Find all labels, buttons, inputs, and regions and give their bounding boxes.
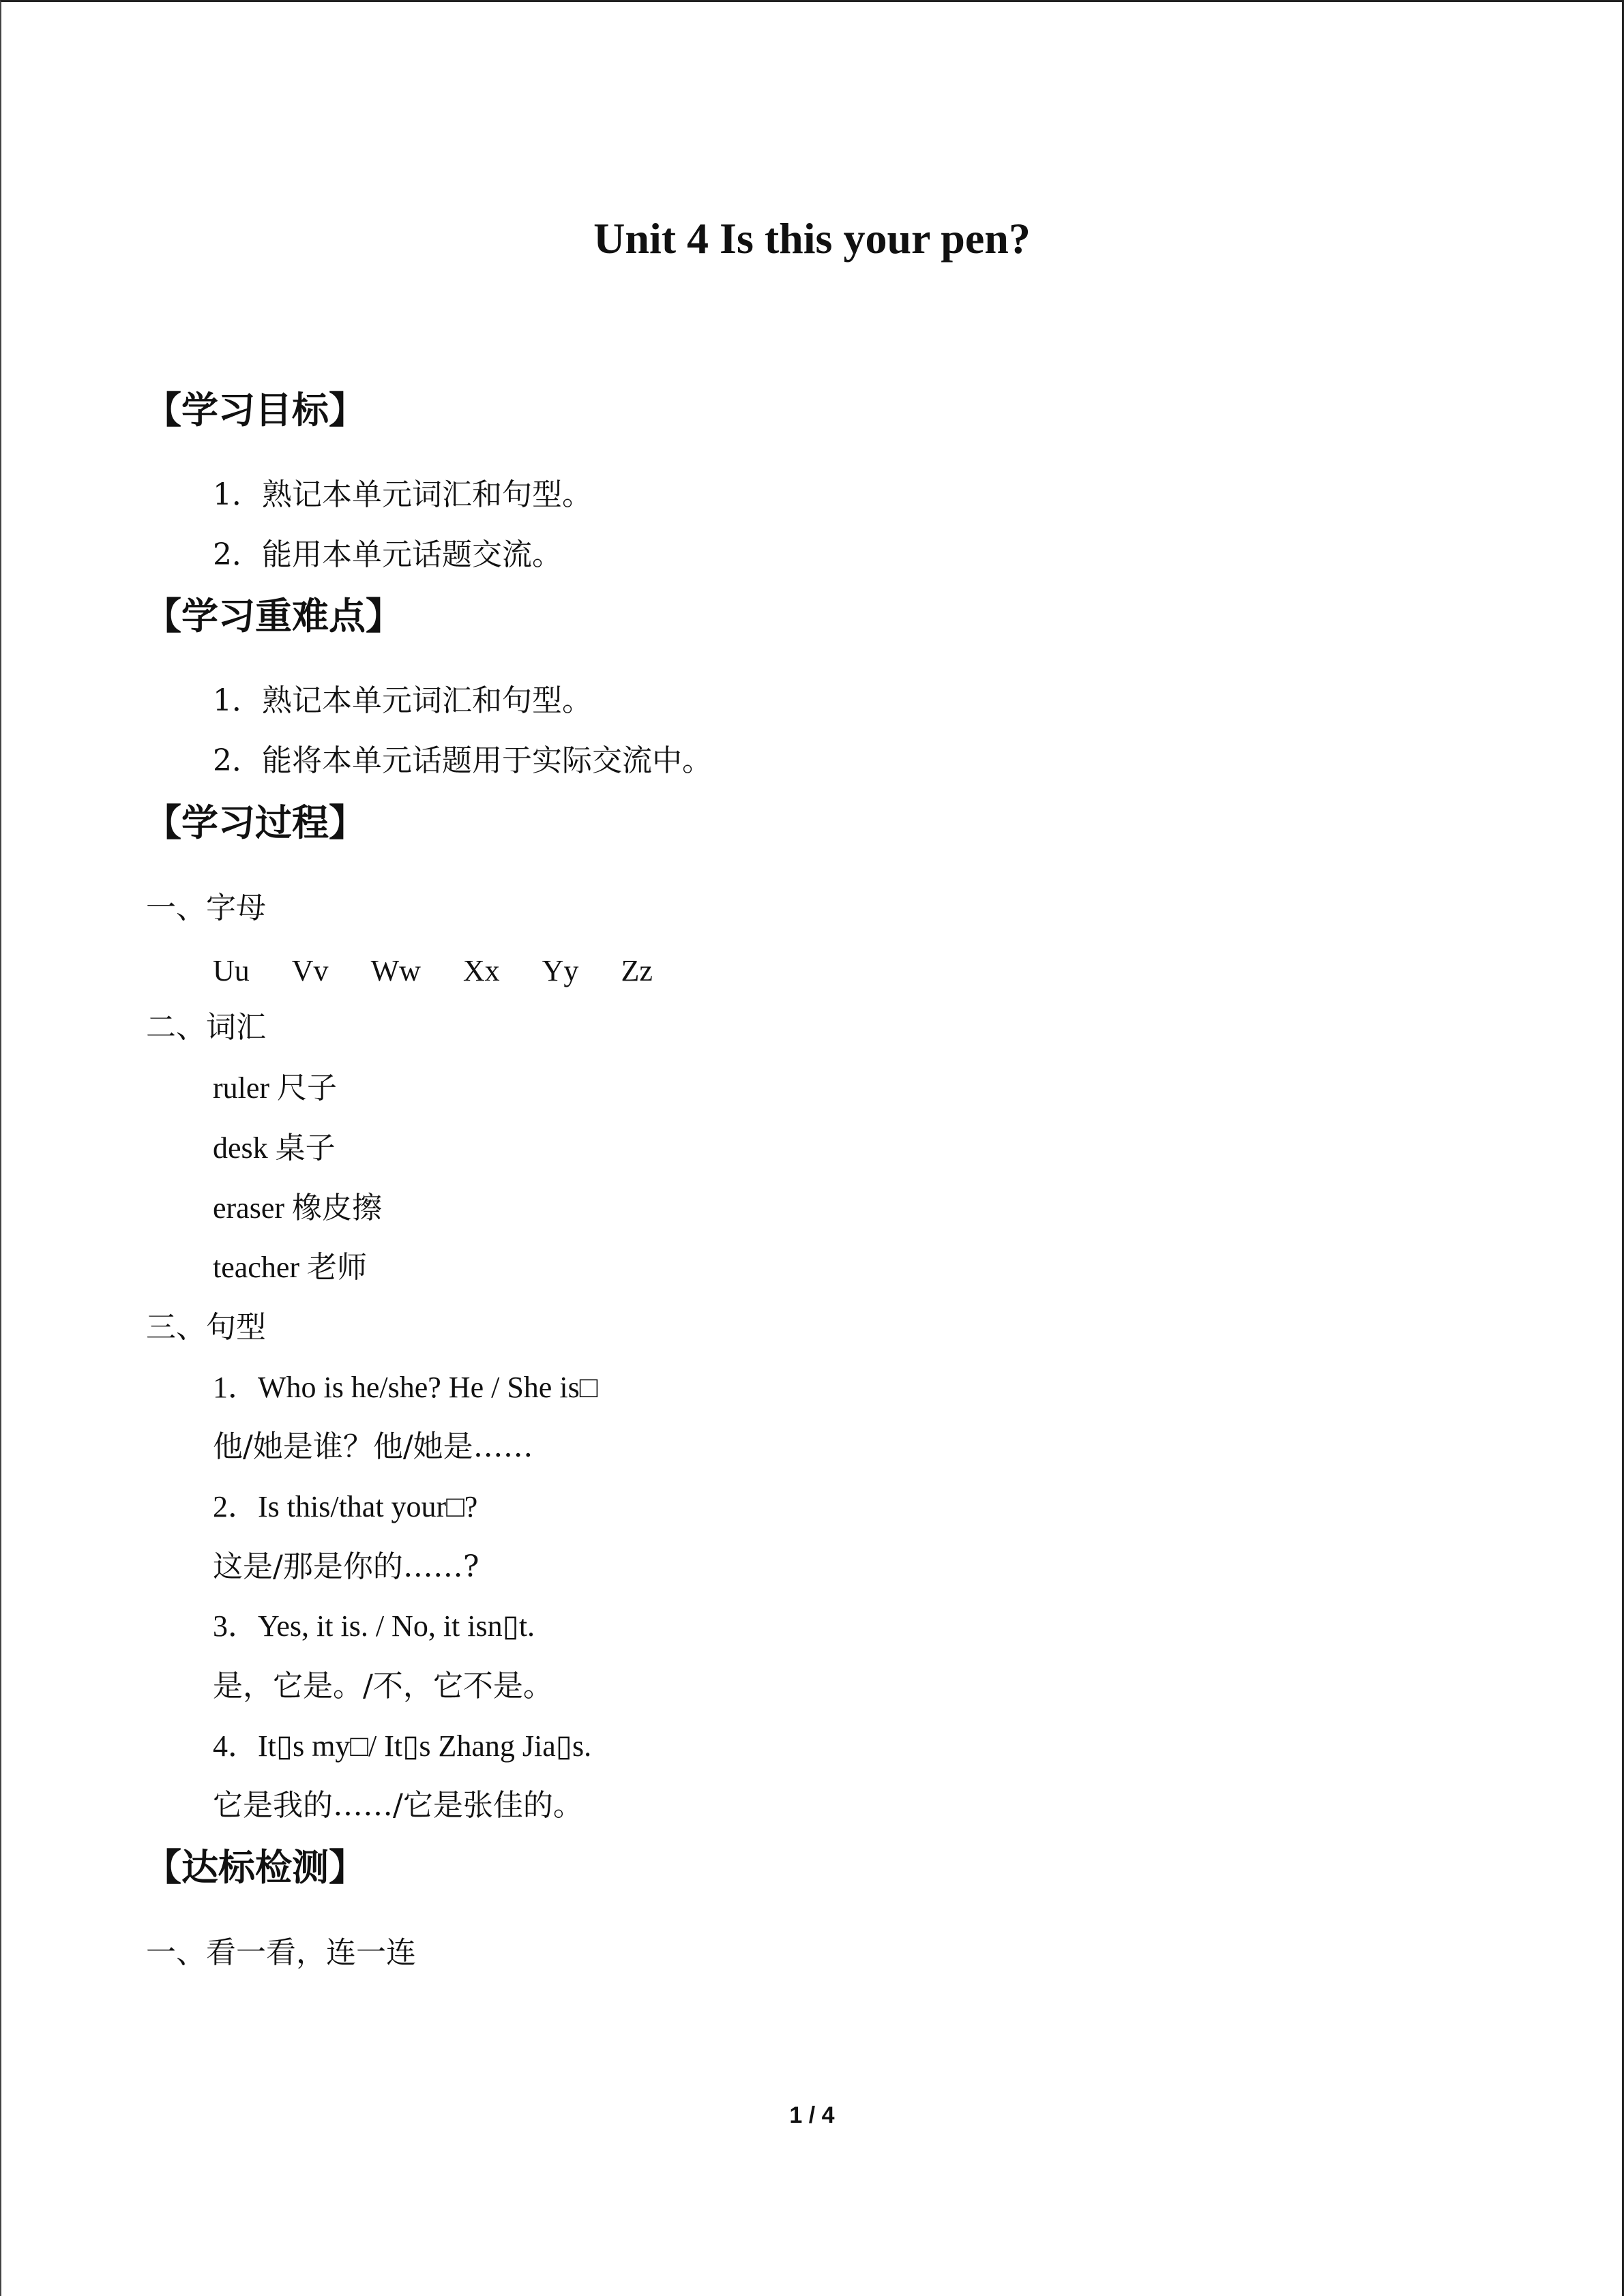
letter-pair: Vv: [291, 954, 329, 987]
letter-pair: Uu: [213, 954, 250, 987]
process-heading: 【学习过程】: [145, 801, 366, 844]
sentence-en: 2．Is this/that your□?: [213, 1490, 478, 1523]
sentence-en: 1．Who is he/she? He / She is□: [213, 1371, 598, 1404]
sentence-en: 3．Yes, it is. / No, it isn▯t.: [213, 1609, 535, 1643]
letter-pair: Zz: [621, 954, 653, 987]
letters-row: [213, 956, 695, 986]
sentence-zh: 他/她是谁？他/她是……: [213, 1429, 533, 1464]
test-heading: 【达标检测】: [145, 1846, 366, 1889]
vocabulary-item: ruler 尺子: [213, 1071, 338, 1105]
goal-item: 2．能用本单元话题交流。: [213, 537, 562, 572]
sentence-zh: 这是/那是你的……?: [213, 1549, 479, 1584]
letter-pair: Ww: [370, 954, 421, 987]
goal-item: 1．熟记本单元词汇和句型。: [213, 477, 592, 512]
vocabulary-item: desk 桌子: [213, 1131, 336, 1165]
key-point-item: 1．熟记本单元词汇和句型。: [213, 683, 592, 718]
exercise-1-label: 一、看一看，连一连: [146, 1935, 416, 1970]
letter-pair: Xx: [462, 954, 500, 987]
sentence-zh: 是，它是。/不，它不是。: [213, 1669, 553, 1703]
key-points-heading: 【学习重难点】: [145, 595, 402, 638]
vocabulary-label: 二、词汇: [146, 1010, 266, 1045]
document-title: Unit 4 Is this your pen?: [593, 214, 1031, 263]
sentence-en: 4．It▯s my□/ It▯s Zhang Jia▯s.: [213, 1729, 592, 1763]
letters-label: 一、字母: [146, 891, 266, 925]
key-point-item: 2．能将本单元话题用于实际交流中。: [213, 743, 712, 778]
letter-pair: Yy: [542, 954, 579, 987]
sentence-zh: 它是我的……/它是张佳的。: [213, 1788, 583, 1823]
page-number: 1 / 4: [789, 2102, 835, 2128]
sentences-label: 三、句型: [146, 1310, 266, 1345]
goals-heading: 【学习目标】: [145, 389, 366, 432]
vocabulary-item: teacher 老师: [213, 1251, 367, 1284]
vocabulary-item: eraser 橡皮擦: [213, 1191, 383, 1225]
